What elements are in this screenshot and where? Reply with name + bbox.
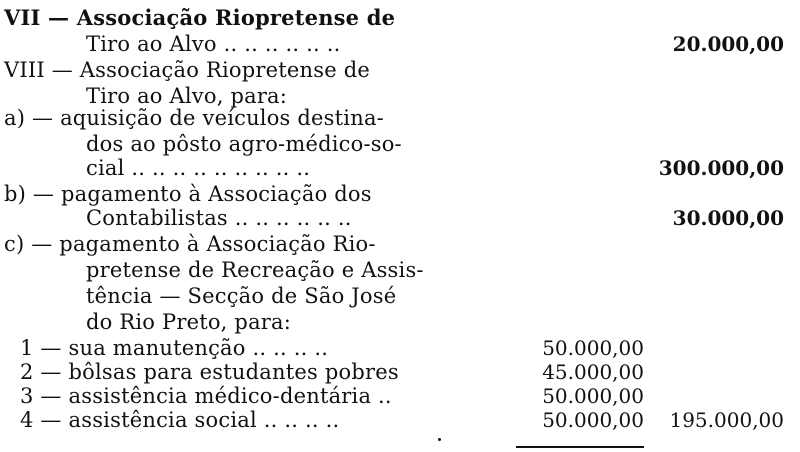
item-a-continuation-1: dos ao pôsto agro-médico-so-: [86, 132, 402, 156]
item-c-continuation-1: pretense de Recreação e Assis-: [86, 258, 424, 282]
item-vii-continuation: Tiro ao Alvo .. .. .. .. .. ..: [86, 32, 341, 56]
sub-item-4-amount: 50.000,00: [542, 408, 644, 432]
sub-item-1-amount: 50.000,00: [542, 336, 644, 360]
item-viii-continuation: Tiro ao Alvo, para:: [86, 84, 288, 108]
print-speck: [438, 438, 441, 441]
item-viii-heading: VIII — Associação Riopretense de: [4, 58, 370, 82]
item-b-heading: b) — pagamento à Associação dos: [4, 182, 372, 206]
sub-item-1: 1 — sua manutenção .. .. .. ..: [20, 336, 329, 360]
item-b-continuation: Contabilistas .. .. .. .. .. ..: [86, 206, 352, 230]
item-a-amount: 300.000,00: [658, 156, 784, 180]
item-c-continuation-3: do Rio Preto, para:: [86, 310, 292, 334]
sub-item-4: 4 — assistência social .. .. .. ..: [20, 408, 340, 432]
item-c-heading: c) — pagamento à Associação Rio-: [4, 232, 376, 256]
item-vii-amount: 20.000,00: [672, 32, 784, 56]
item-vii-heading: VII — Associação Riopretense de: [4, 5, 396, 30]
item-c-continuation-2: tência — Secção de São José: [86, 284, 397, 308]
item-a-continuation-2: cial .. .. .. .. .. .. .. .. ..: [86, 156, 311, 180]
sub-item-3: 3 — assistência médico-dentária ..: [20, 384, 392, 408]
item-c-total-amount: 195.000,00: [669, 408, 784, 432]
sub-item-2-amount: 45.000,00: [542, 360, 644, 384]
item-b-amount: 30.000,00: [672, 206, 784, 230]
sub-item-2: 2 — bôlsas para estudantes pobres: [20, 360, 399, 384]
subtotal-rule: [516, 446, 644, 448]
sub-item-3-amount: 50.000,00: [542, 384, 644, 408]
item-a-heading: a) — aquisição de veículos destina-: [4, 106, 384, 130]
